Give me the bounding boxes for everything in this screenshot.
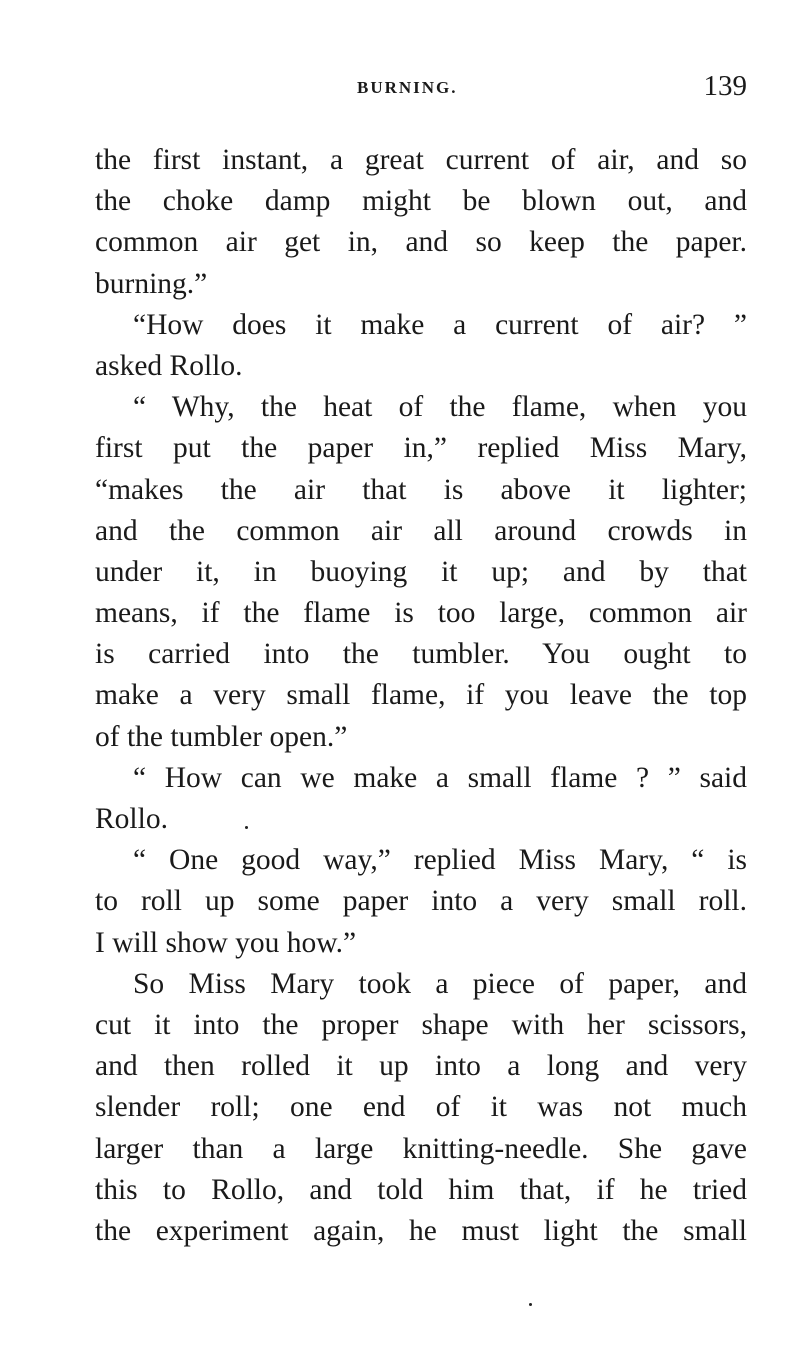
text-line: the experiment again, he must light the small bbox=[95, 1214, 747, 1247]
text-line: of the tumbler open.” bbox=[95, 720, 348, 753]
text-line: “ Why, the heat of the flame, when you bbox=[133, 391, 747, 424]
text-line: “How does it make a current of air? ” bbox=[133, 308, 747, 341]
body-text bbox=[95, 140, 747, 1252]
text-line: and the common air all around crowds in bbox=[95, 514, 747, 547]
text-line: means, if the flame is too large, common air bbox=[95, 597, 747, 630]
text-line: this to Rollo, and told him that, if he tried bbox=[95, 1173, 747, 1206]
text-line: common air get in, and so keep the paper. bbox=[95, 226, 747, 259]
text-line: first put the paper in,” replied Miss Mary, bbox=[95, 432, 747, 465]
text-line: slender roll; one end of it was not much bbox=[95, 1091, 747, 1124]
text-line: is carried into the tumbler. You ought to bbox=[95, 638, 747, 671]
running-head-title: BURNING. bbox=[357, 78, 458, 97]
page-number: 139 bbox=[703, 70, 747, 102]
text-line: cut it into the proper shape with her scissors, bbox=[95, 1008, 747, 1041]
print-speck bbox=[529, 1303, 532, 1306]
text-line: under it, in buoying it up; and by that bbox=[95, 555, 747, 588]
text-line: larger than a large knitting-needle. She gave bbox=[95, 1132, 747, 1165]
text-line: to roll up some paper into a very small roll. bbox=[95, 885, 747, 918]
text-line: So Miss Mary took a piece of paper, and bbox=[133, 967, 747, 1000]
text-line: “makes the air that is above it lighter; bbox=[95, 473, 747, 506]
text-line: “ How can we make a small flame ? ” said bbox=[133, 761, 747, 794]
text-line: Rollo. bbox=[95, 803, 168, 835]
text-line: the first instant, a great current of air, and so bbox=[95, 144, 747, 176]
text-line: asked Rollo. bbox=[95, 349, 243, 382]
text-line: burning.” bbox=[95, 267, 208, 300]
text-line: I will show you how.” bbox=[95, 926, 357, 959]
text-line: the choke damp might be blown out, and bbox=[95, 185, 747, 218]
text-line: make a very small flame, if you leave the top bbox=[95, 679, 747, 712]
text-line: and then rolled it up into a long and very bbox=[95, 1050, 747, 1083]
text-line: “ One good way,” replied Miss Mary, “ is bbox=[133, 844, 747, 877]
print-speck bbox=[245, 826, 248, 829]
